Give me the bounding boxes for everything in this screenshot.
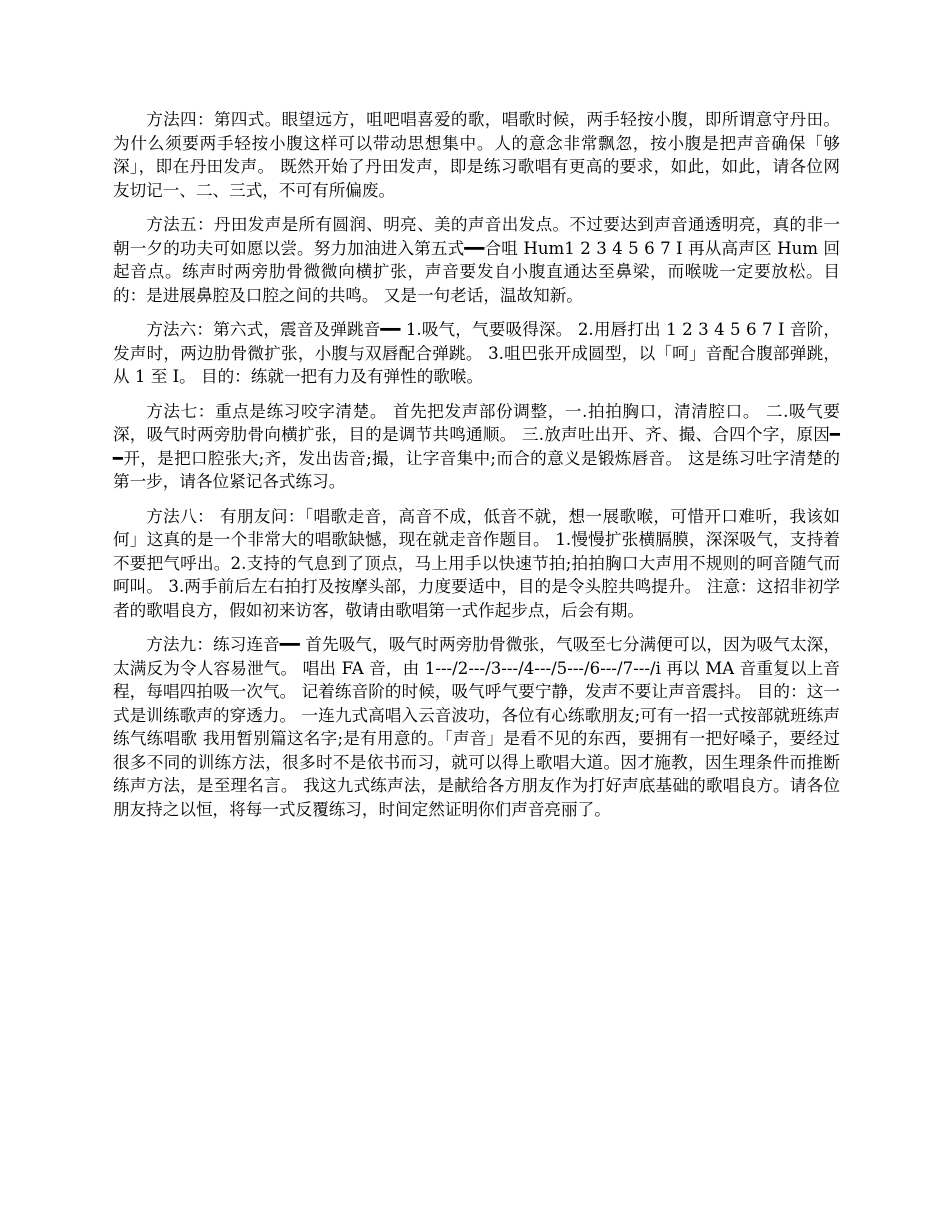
document-page	[113, 108, 840, 832]
paragraph-method-7: 方法七：重点是练习咬字清楚。 首先把发声部份调整，一.拍拍胸口，清清腔口。 二.吸气要深，吸气时两旁肋骨向横扩张，目的是调节共鸣通顺。 三.放声吐出开、齐、撮、合四个字，原因━━开，是把口腔张大;齐，发出齿音;撮，让字音集中;而合的意义是锻炼唇音。 这是练习吐字清楚的第一步，请各位紧记各式练习。	[113, 401, 840, 491]
paragraph-method-9: 方法九：练习连音━━ 首先吸气，吸气时两旁肋骨微张，气吸至七分满便可以，因为吸气太深，太满反为令人容易泄气。 唱出 FA 音，由 1---/2---/3---/4---/5---/6---/7---/i 再以 MA 音重复以上音程，每唱四拍吸一次气。 记着练音阶的时候，吸气呼气要宁静，发声不要让声音震抖。 目的：这一式是训练歌声的穿透力。 一连九式高唱入云音波功，各位有心练歌朋友;可有一招一式按部就班练声练气练唱歌 我用暂别篇这名字;是有用意的。「声音」是看不见的东西，要拥有一把好嗓子，要经过很多不同的训练方法，很多时不是依书而习，就可以得上歌唱大道。因才施教，因生理条件而推断练声方法，是至理名言。 我这九式练声法，是献给各方朋友作为打好声底基础的歌唱良方。请各位朋友持之以恒，将每一式反覆练习，时间定然证明你们声音亮丽了。	[113, 635, 840, 819]
paragraph-method-6: 方法六：第六式，震音及弹跳音━━ 1.吸气，气要吸得深。 2.用唇打出 1 2 3 4 5 6 7 I 音阶，发声时，两边肋骨微扩张，小腹与双唇配合弹跳。 3.咀巴张开成圆型，以「呵」音配合腹部弹跳，从 1 至 I。 目的：练就一把有力及有弹性的歌喉。	[113, 320, 840, 386]
paragraph-method-4: 方法四：第四式。眼望远方，咀吧唱喜爱的歌，唱歌时候，两手轻按小腹，即所谓意守丹田。 为什么须要两手轻按小腹这样可以带动思想集中。人的意念非常飘忽，按小腹是把声音确保「够深」，即在丹田发声。 既然开始了丹田发声，即是练习歌唱有更高的要求，如此，如此，请各位网友切记一、二、三式，不可有所偏废。	[113, 110, 840, 200]
paragraph-method-5: 方法五：丹田发声是所有圆润、明亮、美的声音出发点。不过要达到声音通透明亮，真的非一朝一夕的功夫可如愿以尝。努力加油进入第五式━━合咀 Hum1 2 3 4 5 6 7 I 再从高声区 Hum 回起音点。练声时两旁肋骨微微向横扩张，声音要发自小腹直通达至鼻梁，而喉咙一定要放松。目的：是进展鼻腔及口腔之间的共鸣。 又是一句老话，温故知新。	[113, 215, 840, 305]
paragraph-method-8: 方法八： 有朋友问：「唱歌走音，高音不成，低音不就，想一展歌喉，可惜开口难听，我该如何」这真的是一个非常大的唱歌缺憾，现在就走音作题目。 1.慢慢扩张横膈膜，深深吸气，支持着不要把气呼出。2.支持的气息到了顶点，马上用手以快速节拍;拍拍胸口大声用不规则的呵音随气而呵叫。 3.两手前后左右拍打及按摩头部，力度要适中，目的是令头腔共鸣提升。 注意：这招非初学者的歌唱良方，假如初来访客，敬请由歌唱第一式作起步点，后会有期。	[113, 506, 840, 620]
